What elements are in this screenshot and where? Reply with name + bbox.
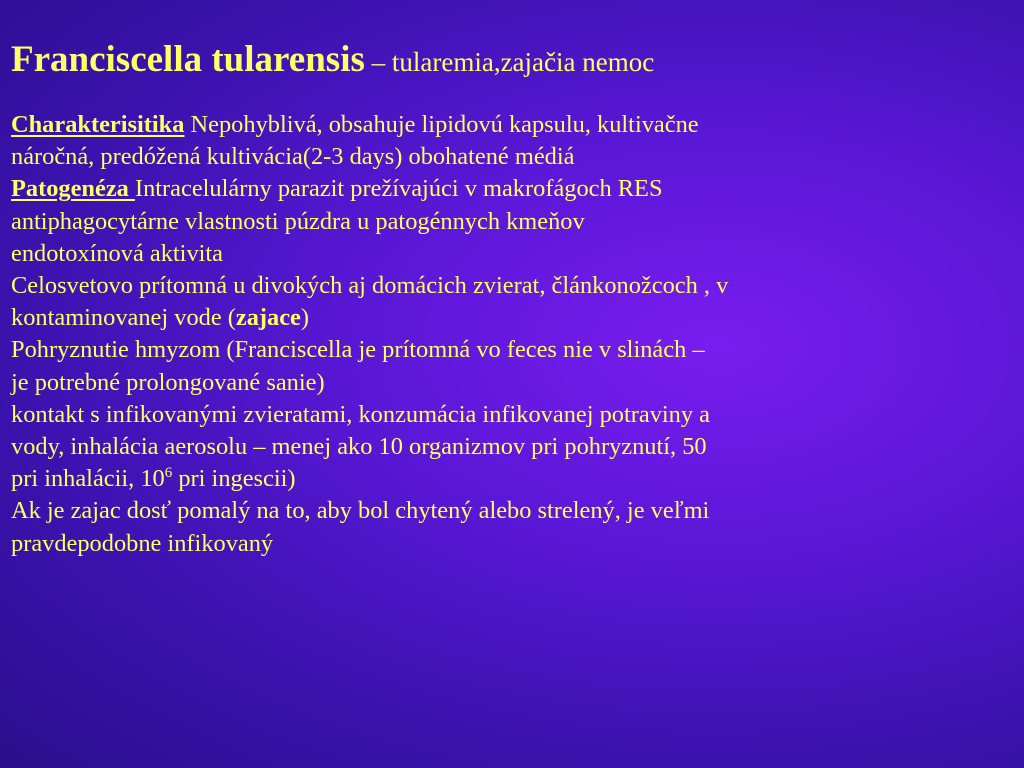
charakteristika-label: Charakterisitika [11,111,185,138]
charakteristika-line-1 [11,109,1019,141]
celosvetovo-bold-zajace: zajace [235,304,301,332]
slide [11,38,1019,560]
zajac-line-2: pravdepodobne infikovaný [11,529,274,557]
patogeneza-line-3: endotoxínová aktivita [11,239,224,267]
slide-body [11,109,1019,560]
pohryznutie-line-1: Pohryznutie hmyzom (Franciscella je prítomná vo feces nie v slinách – [11,336,705,364]
celosvetovo-text-pre: kontaminovanej vode [11,304,228,332]
charakteristika-text-1: Nepohyblivá, obsahuje lipidovú kapsulu, kultivačne [184,111,699,138]
kontakt-line-2: vody, inhalácia aerosolu – menej ako 10 organizmov pri pohryznutí, 50 [11,433,707,461]
celosvetovo-paren-open: ( [227,304,236,332]
pohryznutie-line-2: je potrebné prolongované sanie) [11,368,325,396]
exponent-superscript: 6 [164,465,173,482]
celosvetovo-line-1: Celosvetovo prítomná u divokých aj domácich zvierat, článkonožcoch , v [11,272,729,300]
title-subtitle: – tularemia,zajačia nemoc [364,47,655,77]
kontakt-line-1: kontakt s infikovanými zvieratami, konzumácia infikovanej potraviny a [11,400,710,428]
celosvetovo-line-2 [11,302,1019,334]
kontakt-text-pre: pri inhalácii, 10 [11,465,165,493]
kontakt-text-post: pri ingescii) [172,465,296,493]
patogeneza-line-2: antiphagocytárne vlastnosti púzdra u patogénnych kmeňov [11,207,585,235]
kontakt-line-3 [11,463,1019,495]
patogeneza-text-1: Intracelulárny parazit prežívajúci v makrofágoch RES [134,175,663,203]
patogeneza-label: Patogenéza [11,175,135,203]
celosvetovo-paren-close: ) [300,304,310,332]
title-main: Franciscella tularensis [11,39,365,80]
charakteristika-line-2: náročná, predóžená kultivácia(2-3 days) obohatené médiá [11,143,575,171]
zajac-line-1: Ak je zajac dosť pomalý na to, aby bol chytený alebo strelený, je veľmi [11,497,710,525]
patogeneza-line-1 [11,173,1019,205]
slide-title [11,38,1019,84]
